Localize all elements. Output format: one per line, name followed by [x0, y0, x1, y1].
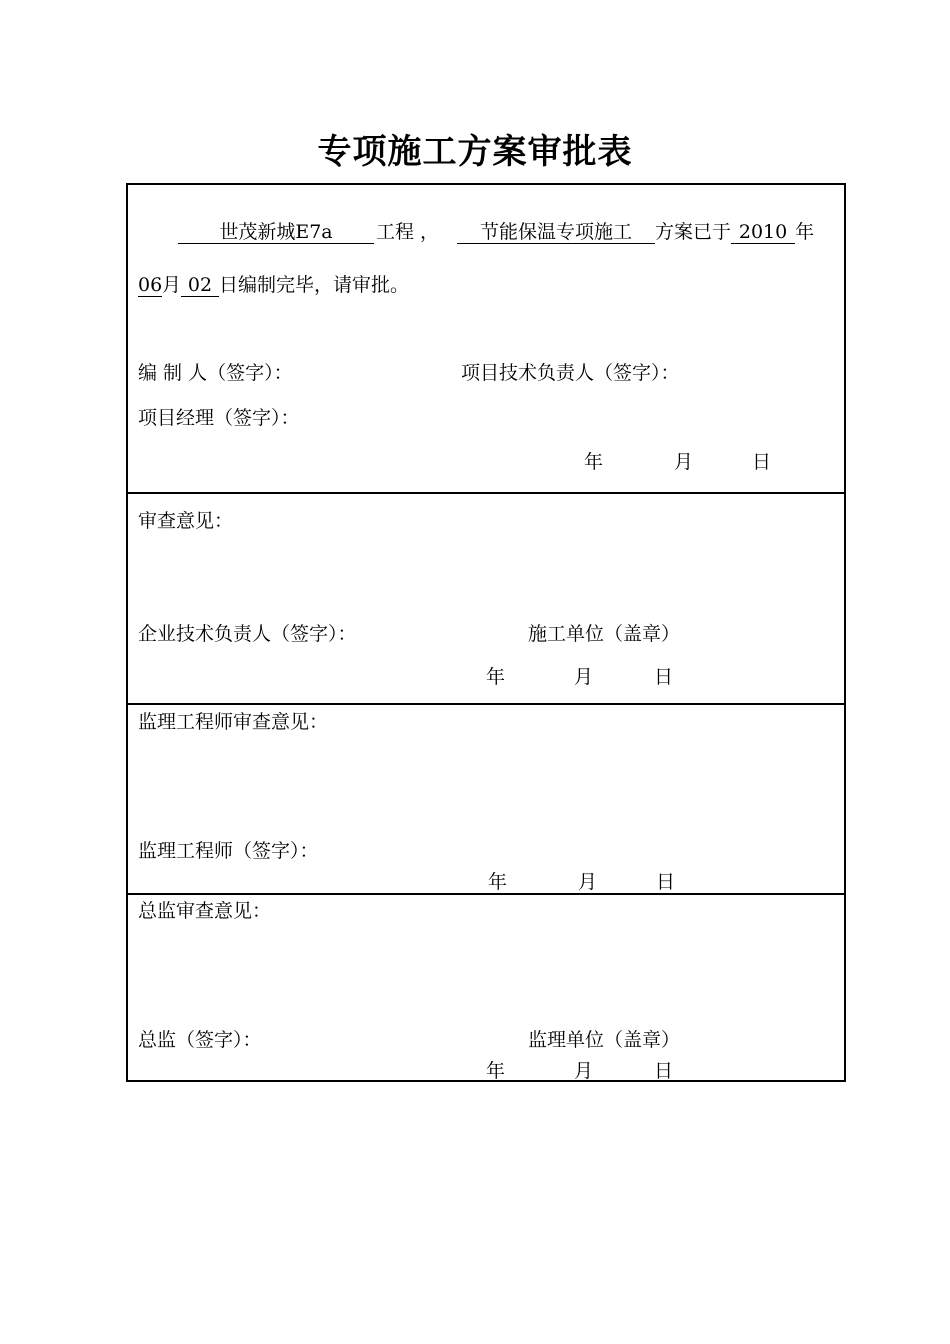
- section-supervisor-review: [128, 705, 844, 893]
- year-label: 年: [795, 221, 815, 243]
- review-opinion-label: 审查意见：: [138, 510, 234, 532]
- enterprise-tech-signature-label[interactable]: 企业技术负责人（签字）：: [138, 623, 357, 645]
- supervisor-opinion-label: 监理工程师审查意见：: [138, 711, 329, 733]
- section2-date: [128, 664, 844, 690]
- construction-unit-seal-label[interactable]: 施工单位（盖章）: [528, 623, 681, 645]
- project-suffix: 工程 ，: [376, 221, 440, 243]
- date-year-label: 年: [486, 1060, 506, 1082]
- section4-date: [128, 1058, 844, 1084]
- section3-date: [128, 869, 844, 895]
- supervisor-signature-label[interactable]: 监理工程师（签字）：: [138, 840, 319, 862]
- day-field[interactable]: 02: [181, 274, 219, 297]
- chief-opinion-label: 总监审查意见：: [138, 900, 272, 922]
- submission-line-1: [138, 219, 814, 245]
- section-submission: [128, 185, 844, 493]
- project-manager-signature-label[interactable]: 项目经理（签字）：: [138, 407, 300, 429]
- approval-form-table: [126, 183, 846, 1082]
- supervision-unit-seal-label[interactable]: 监理单位（盖章）: [528, 1029, 681, 1051]
- month-label: 月: [162, 274, 182, 296]
- date-day-label: 日: [656, 871, 676, 893]
- submission-line-2: [138, 272, 409, 298]
- plan-suffix: 方案已于: [655, 221, 732, 243]
- section1-date: [128, 449, 844, 475]
- project-name-field[interactable]: 世茂新城E7a: [178, 221, 374, 244]
- date-year-label: 年: [488, 871, 508, 893]
- date-year-label: 年: [584, 451, 604, 473]
- date-month-label: 月: [674, 451, 694, 473]
- date-month-label: 月: [578, 871, 598, 893]
- date-day-label: 日: [654, 1060, 674, 1082]
- year-field[interactable]: 2010: [731, 221, 795, 244]
- section-chief-review: [128, 895, 844, 1080]
- section-enterprise-review: [128, 494, 844, 704]
- date-year-label: 年: [486, 666, 506, 688]
- date-month-label: 月: [574, 666, 594, 688]
- date-day-label: 日: [752, 451, 772, 473]
- month-field[interactable]: 06: [138, 274, 163, 296]
- date-month-label: 月: [574, 1060, 594, 1082]
- chief-signature-label[interactable]: 总监（签字）：: [138, 1029, 262, 1051]
- tech-lead-signature-label[interactable]: 项目技术负责人（签字）：: [461, 362, 680, 384]
- page-title: 专项施工方案审批表: [317, 132, 633, 172]
- compiler-signature-label[interactable]: 编 制 人（签字）：: [138, 362, 293, 384]
- plan-name-field[interactable]: 节能保温专项施工: [457, 221, 655, 244]
- date-day-label: 日: [654, 666, 674, 688]
- day-suffix: 日编制完毕，请审批。: [219, 274, 410, 296]
